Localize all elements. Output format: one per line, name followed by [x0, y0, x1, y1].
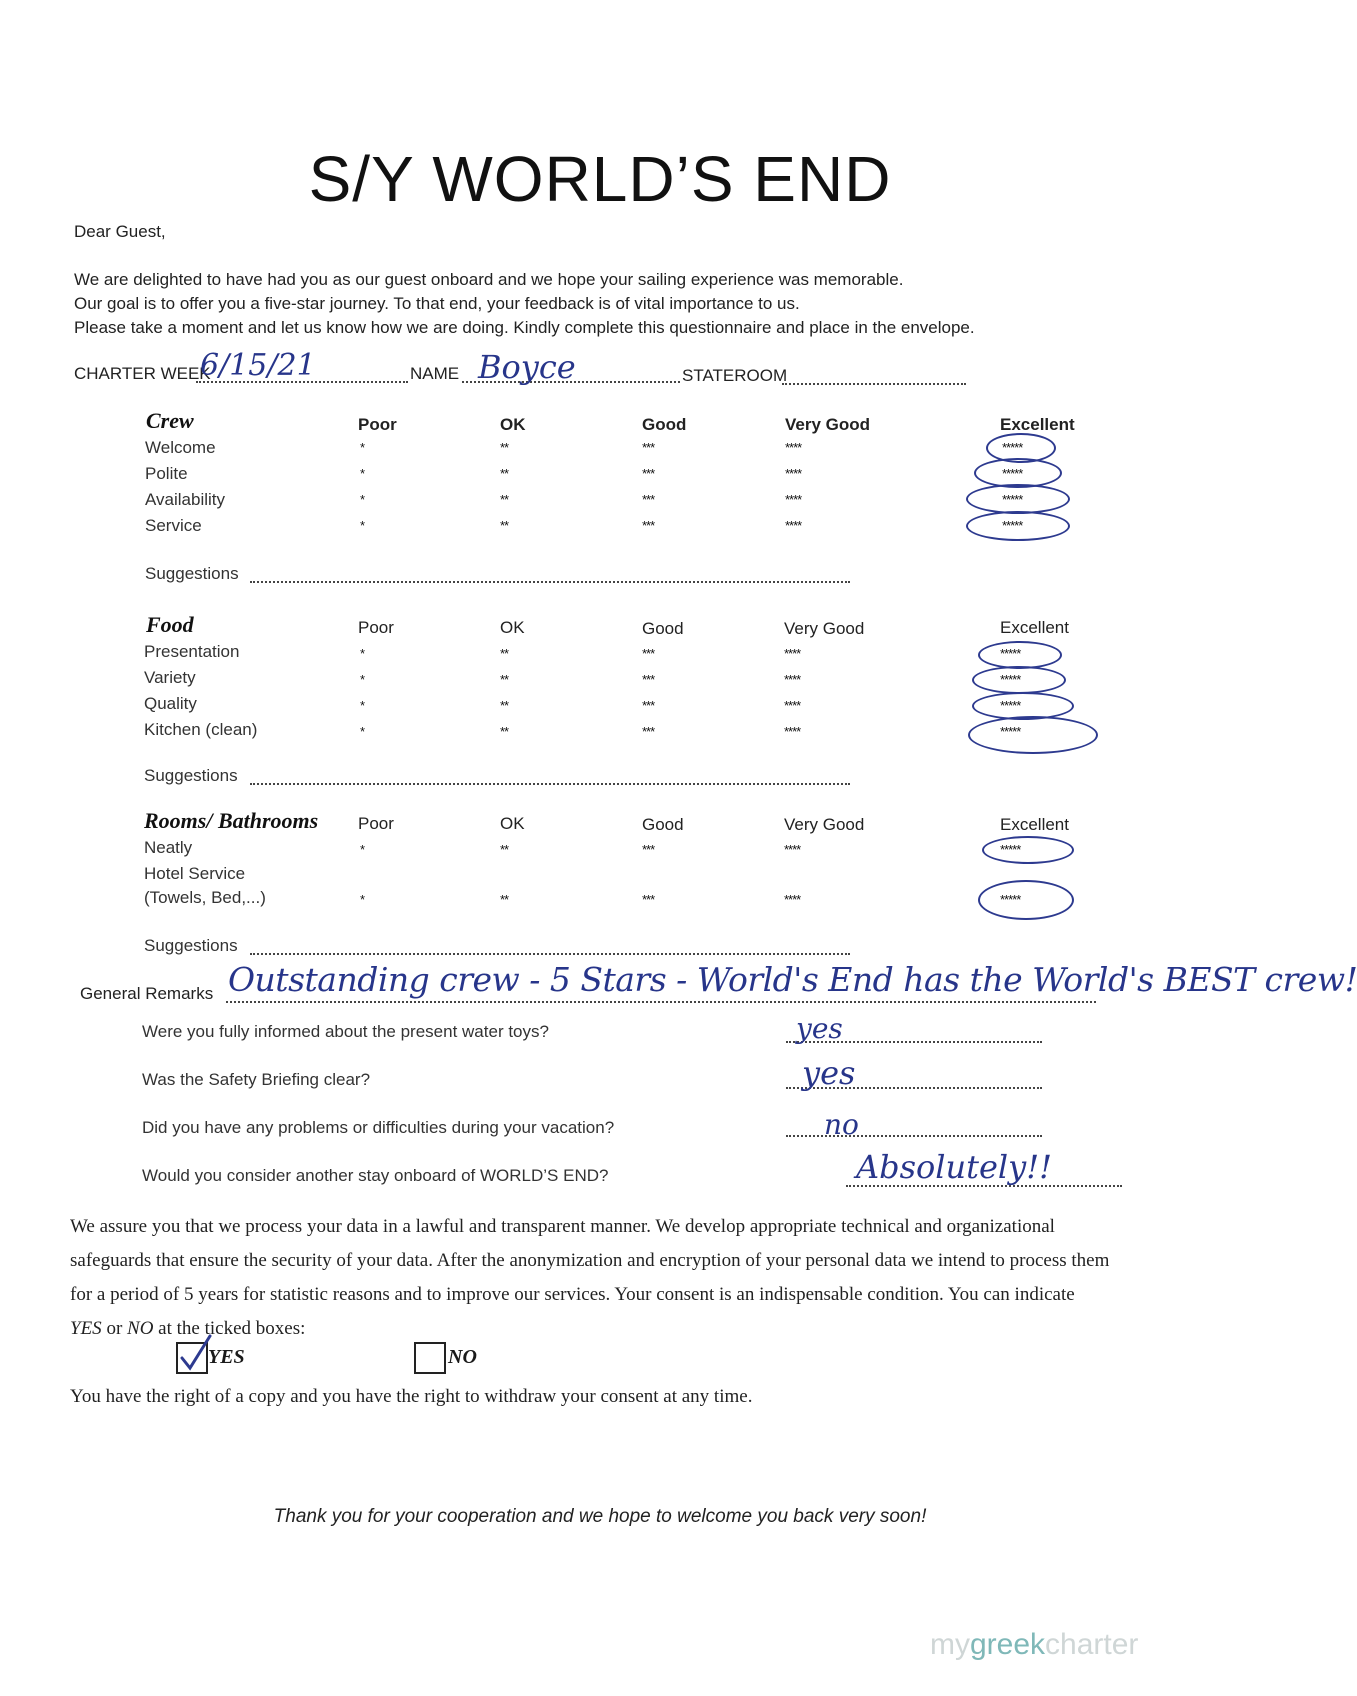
consent-no-checkbox[interactable]: [414, 1342, 446, 1374]
star-option-ok[interactable]: **: [500, 466, 509, 481]
excellent-circle-mark: [978, 641, 1062, 669]
suggestions-line[interactable]: [250, 782, 850, 785]
general-remarks-label: General Remarks: [80, 984, 214, 1003]
star-option-poor[interactable]: *: [360, 672, 365, 687]
star-option-very-good[interactable]: ****: [784, 646, 801, 661]
excellent-circle-mark: [982, 836, 1074, 864]
stateroom-line: [782, 382, 966, 385]
star-option-good[interactable]: ***: [642, 724, 655, 739]
answer-another-stay[interactable]: Absolutely!!: [856, 1148, 1052, 1186]
star-option-ok[interactable]: **: [500, 698, 509, 713]
star-option-good[interactable]: ***: [642, 466, 655, 481]
row-label-variety: Variety: [144, 668, 196, 687]
suggestions-label: Suggestions: [144, 766, 238, 785]
star-option-very-good[interactable]: ****: [784, 698, 801, 713]
star-option-excellent[interactable]: *****: [1000, 892, 1021, 907]
charter-week-label: CHARTER WEEK: [74, 364, 211, 383]
watermark-mid: greek: [970, 1628, 1046, 1661]
star-option-good[interactable]: ***: [642, 672, 655, 687]
answer-water-toys[interactable]: yes: [796, 1012, 843, 1045]
star-option-ok[interactable]: **: [500, 842, 509, 857]
row-label-kitchen: Kitchen (clean): [144, 720, 258, 739]
col-ok: OK: [500, 814, 525, 833]
star-option-good[interactable]: ***: [642, 492, 655, 507]
star-option-excellent[interactable]: *****: [1002, 440, 1023, 455]
question-problems: Did you have any problems or difficulties during your vacation?: [142, 1118, 615, 1137]
general-remarks-line: [226, 1000, 1096, 1003]
row-label-neatly: Neatly: [144, 838, 193, 857]
withdraw-text: You have the right of a copy and you have the right to withdraw your consent at any time.: [70, 1386, 753, 1407]
legal-yes-word: YES: [70, 1318, 102, 1339]
star-option-very-good[interactable]: ****: [784, 892, 801, 907]
star-option-very-good[interactable]: ****: [784, 672, 801, 687]
col-poor: Poor: [358, 415, 397, 434]
answer-problems[interactable]: no: [824, 1108, 859, 1141]
stateroom-label: STATEROOM: [682, 366, 788, 385]
star-option-very-good[interactable]: ****: [784, 724, 801, 739]
suggestions-line[interactable]: [250, 952, 850, 955]
star-option-ok[interactable]: **: [500, 646, 509, 661]
intro-line-3: Please take a moment and let us know how we are doing. Kindly complete this questionnaire and place in the envelope.: [74, 318, 975, 337]
question-water-toys: Were you fully informed about the present water toys?: [142, 1022, 549, 1041]
star-option-very-good[interactable]: ****: [785, 518, 802, 533]
star-option-very-good[interactable]: ****: [785, 466, 802, 481]
star-option-excellent[interactable]: *****: [1000, 842, 1021, 857]
name-label: NAME: [410, 364, 460, 383]
suggestions-line[interactable]: [250, 580, 850, 583]
question-another-stay: Would you consider another stay onboard of WORLD’S END?: [142, 1166, 609, 1185]
star-option-good[interactable]: ***: [642, 440, 655, 455]
row-label-polite: Polite: [145, 464, 188, 483]
star-option-poor[interactable]: *: [360, 698, 365, 713]
row-label-hotel-service-detail: (Towels, Bed,...): [144, 888, 266, 907]
excellent-circle-mark: [978, 880, 1074, 920]
star-option-excellent[interactable]: *****: [1002, 518, 1023, 533]
legal-tail: at the ticked boxes:: [153, 1318, 306, 1339]
col-very-good: Very Good: [784, 619, 865, 638]
watermark-pre: my: [930, 1628, 970, 1661]
star-option-poor[interactable]: *: [360, 440, 365, 455]
star-option-excellent[interactable]: *****: [1000, 672, 1021, 687]
star-option-poor[interactable]: *: [360, 842, 365, 857]
legal-or: or: [101, 1318, 128, 1339]
watermark-post: charter: [1045, 1628, 1139, 1661]
excellent-circle-mark: [968, 716, 1098, 754]
section-title-crew: Crew: [146, 408, 194, 433]
thanks-text: Thank you for your cooperation and we hope to welcome you back very soon!: [273, 1506, 927, 1527]
document-title: S/Y WORLD’S END: [308, 143, 892, 215]
row-label-hotel-service: Hotel Service: [144, 864, 246, 883]
star-option-very-good[interactable]: ****: [784, 842, 801, 857]
greeting: Dear Guest,: [74, 222, 166, 241]
intro-line-1: We are delighted to have had you as our guest onboard and we hope your sailing experience was memorable.: [74, 270, 904, 289]
col-good: Good: [642, 619, 684, 638]
col-poor: Poor: [358, 618, 394, 637]
suggestions-label: Suggestions: [145, 564, 239, 583]
suggestions-label: Suggestions: [144, 936, 238, 955]
consent-yes-label: YES: [208, 1346, 245, 1368]
star-option-excellent[interactable]: *****: [1002, 466, 1023, 481]
star-option-good[interactable]: ***: [642, 842, 655, 857]
star-option-good[interactable]: ***: [642, 518, 655, 533]
question-safety-briefing: Was the Safety Briefing clear?: [142, 1070, 371, 1089]
star-option-ok[interactable]: **: [500, 440, 509, 455]
intro-line-2: Our goal is to offer you a five-star journey. To that end, your feedback is of vital importance to us.: [74, 294, 800, 313]
star-option-ok[interactable]: **: [500, 518, 509, 533]
star-option-ok[interactable]: **: [500, 492, 509, 507]
star-option-very-good[interactable]: ****: [785, 492, 802, 507]
col-excellent: Excellent: [1000, 815, 1069, 834]
answer-safety-briefing[interactable]: yes: [802, 1054, 856, 1092]
star-option-poor[interactable]: *: [360, 466, 365, 481]
legal-line-2: safeguards that ensure the security of your data. After the anonymization and encryption of your personal data we intend to process them: [70, 1250, 1110, 1271]
col-excellent: Excellent: [1000, 415, 1075, 434]
col-very-good: Very Good: [784, 815, 865, 834]
consent-no-label: NO: [448, 1346, 477, 1368]
star-option-poor[interactable]: *: [360, 492, 365, 507]
general-remarks-value[interactable]: Outstanding crew - 5 Stars - World's End has the World's BEST crew!: [228, 960, 1357, 999]
star-option-excellent[interactable]: *****: [1000, 646, 1021, 661]
star-option-excellent[interactable]: *****: [1002, 492, 1023, 507]
star-option-very-good[interactable]: ****: [785, 440, 802, 455]
row-label-availability: Availability: [145, 490, 226, 509]
charter-week-value[interactable]: 6/15/21: [200, 348, 316, 383]
col-excellent: Excellent: [1000, 618, 1069, 637]
name-value[interactable]: Boyce: [478, 348, 576, 386]
excellent-circle-mark: [966, 484, 1070, 514]
star-option-poor[interactable]: *: [360, 724, 365, 739]
excellent-circle-mark: [966, 511, 1070, 541]
consent-yes-checkbox[interactable]: [176, 1342, 208, 1374]
star-option-poor[interactable]: *: [360, 892, 365, 907]
star-option-ok[interactable]: **: [500, 892, 509, 907]
star-option-excellent[interactable]: *****: [1000, 724, 1021, 739]
legal-no-word: NO: [127, 1318, 154, 1339]
col-good: Good: [642, 815, 684, 834]
excellent-circle-mark: [972, 666, 1066, 694]
legal-line-1: We assure you that we process your data in a lawful and transparent manner. We develop appropriate technical and organizational: [70, 1216, 1055, 1237]
star-option-excellent[interactable]: *****: [1000, 698, 1021, 713]
col-poor: Poor: [358, 814, 394, 833]
col-ok: OK: [500, 415, 526, 434]
legal-line-3: for a period of 5 years for statistic reasons and to improve our services. Your consent is an indispensable condition. You can indicate: [70, 1284, 1075, 1305]
col-very-good: Very Good: [785, 415, 871, 434]
star-option-poor[interactable]: *: [360, 646, 365, 661]
watermark: [930, 1628, 1138, 1662]
col-ok: OK: [500, 618, 525, 637]
section-title-rooms: Rooms/ Bathrooms: [144, 808, 319, 833]
row-label-presentation: Presentation: [144, 642, 240, 661]
star-option-poor[interactable]: *: [360, 518, 365, 533]
section-title-food: Food: [146, 612, 194, 637]
row-label-quality: Quality: [144, 694, 197, 713]
star-option-ok[interactable]: **: [500, 724, 509, 739]
star-option-good[interactable]: ***: [642, 698, 655, 713]
row-label-welcome: Welcome: [145, 438, 216, 457]
star-option-ok[interactable]: **: [500, 672, 509, 687]
col-good: Good: [642, 415, 687, 434]
star-option-good[interactable]: ***: [642, 646, 655, 661]
row-label-service: Service: [145, 516, 202, 535]
star-option-good[interactable]: ***: [642, 892, 655, 907]
